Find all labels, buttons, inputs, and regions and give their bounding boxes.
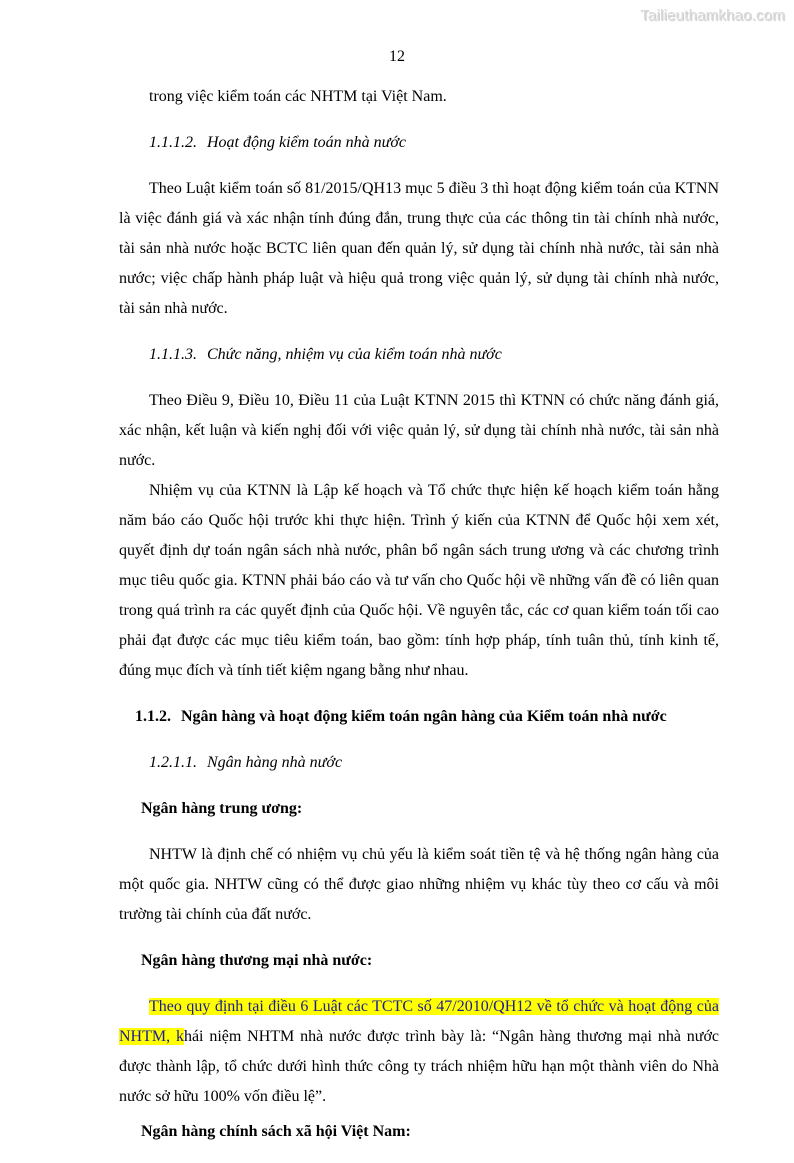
paragraph: Theo Luật kiểm toán số 81/2015/QH13 mục 5 điều 3 thì hoạt động kiểm toán của KTNN là việc đánh giá và xác nhận tính đúng đắn, trung thực của các thông tin tài chính nhà nước, tài sản nhà nước hoặc BCTC liên quan đến quản lý, sử dụng tài chính nhà nước, tài sản nhà nước; việc chấp hành pháp luật và hiệu quả trong việc quản lý, sử dụng tài chính nhà nước, tài sản nhà nước. — [119, 180, 719, 317]
paragraph-continuation: trong việc kiểm toán các NHTM tại Việt Nam. — [149, 88, 447, 105]
bold-subheading: Ngân hàng thương mại nhà nước: — [141, 952, 373, 969]
section-heading-1211 — [119, 748, 719, 778]
section-heading-1113 — [119, 340, 719, 370]
document-body — [119, 82, 719, 1163]
paragraph: Nhiệm vụ của KTNN là Lập kế hoạch và Tổ chức thực hiện kế hoạch kiểm toán hằng năm báo cáo Quốc hội trước khi thực hiện. Trình ý kiến của KTNN để Quốc hội xem xét, quyết định dự toán ngân sách nhà nước, phân bổ ngân sách trung ương và các chương trình mục tiêu quốc gia. KTNN phải báo cáo và tư vấn cho Quốc hội về những vấn đề có liên quan trong quá trình ra các quyết định của Quốc hội. Về nguyên tắc, các cơ quan kiểm toán tối cao phải đạt được các mục tiêu kiểm toán, bao gồm: tính hợp pháp, tính tuân thủ, tính kinh tế, đúng mục đích và tính tiết kiệm ngang bằng như nhau. — [119, 482, 719, 679]
page-number: 12 — [389, 48, 405, 65]
section-heading-112 — [119, 702, 719, 732]
bold-subheading: Ngân hàng trung ương: — [141, 800, 303, 817]
paragraph: Theo Điều 9, Điều 10, Điều 11 của Luật KTNN 2015 thì KTNN có chức năng đánh giá, xác nhận, kết luận và kiến nghị đối với việc quản lý, sử dụng tài chính nhà nước, tài sản nhà nước. — [119, 392, 719, 469]
section-number: 1.1.1.3. — [149, 346, 197, 363]
paragraph-rest-text: hái niệm NHTM nhà nước được trình bày là: “Ngân hàng thương mại nhà nước được thành lập, tổ chức dưới hình thức công ty trách nhiệm hữu hạn một thành viên do Nhà nước sở hữu 100% vốn điều lệ”. — [119, 1028, 720, 1105]
paragraph: NHTW là định chế có nhiệm vụ chủ yếu là kiểm soát tiền tệ và hệ thống ngân hàng của một quốc gia. NHTW cũng có thể được giao những nhiệm vụ khác tùy theo cơ cấu và môi trường tài chính của đất nước. — [119, 846, 719, 923]
section-heading-1112 — [119, 128, 719, 158]
bold-subheading: Ngân hàng chính sách xã hội Việt Nam: — [141, 1123, 411, 1140]
section-number: 1.1.2. — [135, 708, 171, 725]
paragraph-with-highlight — [119, 992, 719, 1112]
section-title: Chức năng, nhiệm vụ của kiểm toán nhà nước — [207, 346, 502, 363]
section-number: 1.1.1.2. — [149, 134, 197, 151]
section-title: Ngân hàng nhà nước — [207, 754, 343, 771]
section-number: 1.2.1.1. — [149, 754, 197, 771]
section-title: Ngân hàng và hoạt động kiểm toán ngân hàng của Kiểm toán nhà nước — [181, 708, 667, 725]
section-title: Hoạt động kiểm toán nhà nước — [207, 134, 407, 151]
watermark: Tailieuthamkhao.com — [640, 7, 785, 24]
highlighted-text: Theo quy định tại điều 6 Luật các TCTC số 47/2010/QH12 về tổ chức và hoạt động của NHTM, k — [119, 998, 719, 1045]
